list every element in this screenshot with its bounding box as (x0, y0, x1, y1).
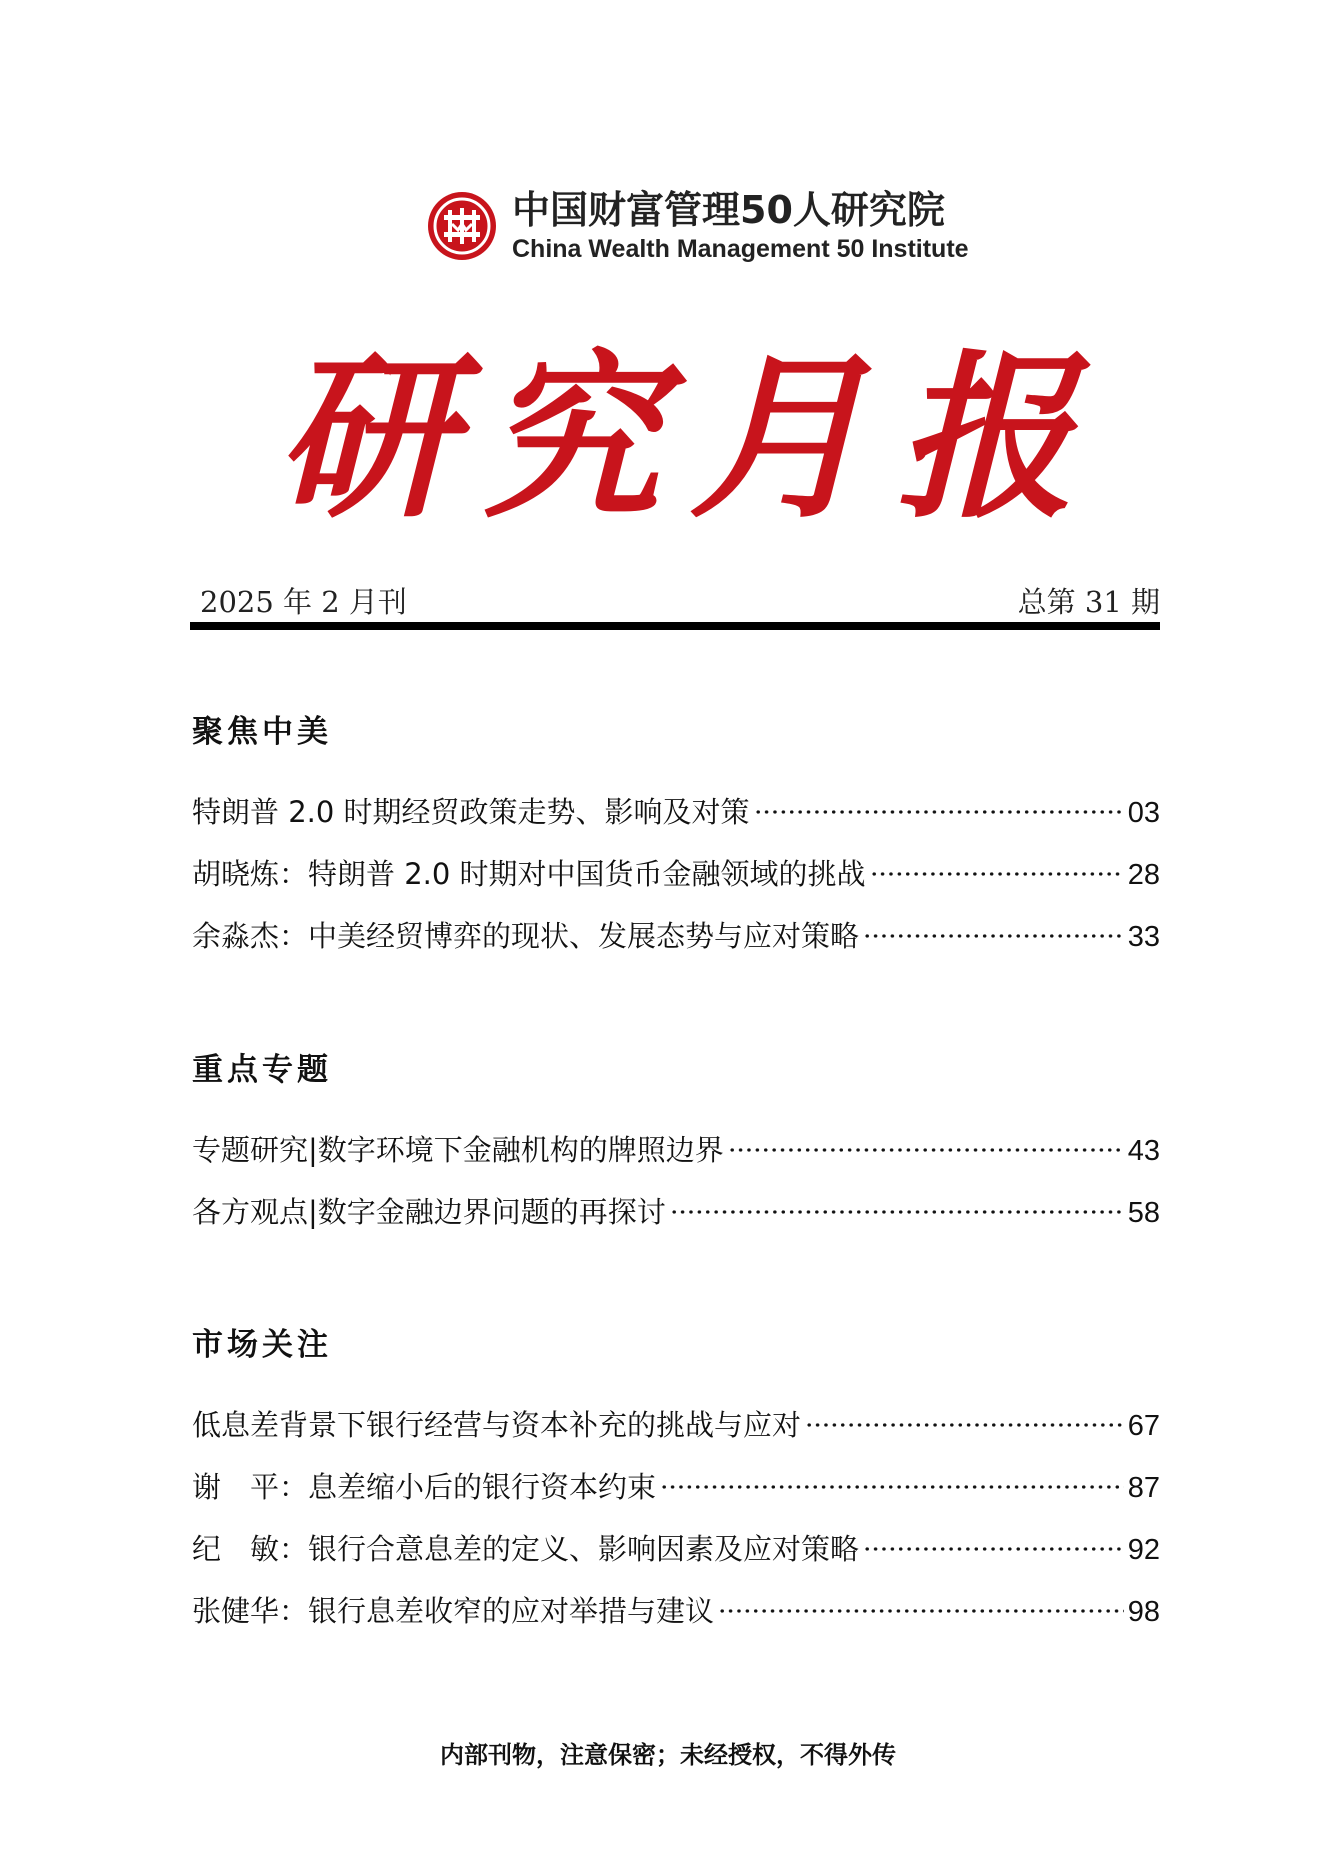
toc-entry-page: 98 (1127, 1596, 1160, 1628)
toc-section (192, 1050, 1160, 1252)
toc-entry[interactable] (192, 914, 1160, 976)
issue-date: 2025 年 2 月刊 (200, 585, 407, 619)
toc-entry[interactable] (192, 1128, 1160, 1190)
masthead-char: 月 (689, 333, 868, 542)
issue-info (200, 580, 1160, 621)
toc-entry-title: 胡晓炼：特朗普 2.0 时期对中国货币金融领域的挑战 (192, 857, 866, 891)
toc-entry-title: 纪 敏：银行合意息差的定义、影响因素及应对策略 (192, 1532, 860, 1566)
toc-leader-dots (718, 1609, 1124, 1613)
toc-entry-title: 余淼杰：中美经贸博弈的现状、发展态势与应对策略 (192, 919, 860, 953)
section-title: 聚焦中美 (192, 714, 332, 750)
toc-entry-page: 03 (1127, 797, 1160, 829)
toc-section (192, 1325, 1160, 1651)
section-title: 市场关注 (192, 1327, 332, 1363)
toc-entry-title: 各方观点|数字金融边界问题的再探讨 (192, 1195, 666, 1229)
toc-leader-dots (754, 810, 1124, 814)
org-name-cn: 中国财富管理50人研究院 (512, 188, 945, 232)
toc-leader-dots (863, 1547, 1124, 1551)
toc-entry-title: 专题研究|数字环境下金融机构的牌照边界 (192, 1133, 724, 1167)
toc-leader-dots (728, 1148, 1124, 1152)
org-name-en: China Wealth Management 50 Institute (512, 235, 969, 263)
toc-entry[interactable] (192, 1190, 1160, 1252)
institute-logo (426, 188, 969, 264)
header-rule (190, 622, 1160, 630)
issue-number: 总第 31 期 (1017, 585, 1160, 619)
toc-entry-page: 67 (1127, 1410, 1160, 1442)
toc-entry-title: 谢 平：息差缩小后的银行资本约束 (192, 1470, 657, 1504)
masthead-char: 报 (895, 333, 1074, 542)
toc-entry[interactable] (192, 1527, 1160, 1589)
toc-entry-page: 58 (1127, 1197, 1160, 1229)
toc-entry-page: 28 (1127, 859, 1160, 891)
masthead-title (270, 333, 1080, 542)
institute-emblem-icon (426, 190, 498, 262)
toc-list (192, 1128, 1160, 1252)
toc-list (192, 1403, 1160, 1651)
toc-entry-page: 43 (1127, 1135, 1160, 1167)
toc-leader-dots (870, 872, 1124, 876)
toc-entry-page: 33 (1127, 921, 1160, 953)
toc-leader-dots (660, 1485, 1124, 1489)
toc-entry[interactable] (192, 1403, 1160, 1465)
toc-entry-page: 87 (1127, 1472, 1160, 1504)
toc-entry[interactable] (192, 1465, 1160, 1527)
toc-entry[interactable] (192, 790, 1160, 852)
toc-entry-title: 特朗普 2.0 时期经贸政策走势、影响及对策 (192, 795, 750, 829)
masthead-char: 究 (482, 333, 661, 542)
toc-leader-dots (670, 1210, 1124, 1214)
toc-section (192, 712, 1160, 976)
toc-entry-page: 92 (1127, 1534, 1160, 1566)
masthead-char: 研 (276, 333, 454, 542)
toc-leader-dots (805, 1423, 1124, 1427)
toc-entry[interactable] (192, 852, 1160, 914)
toc-entry[interactable] (192, 1589, 1160, 1651)
toc-list (192, 790, 1160, 976)
toc-leader-dots (863, 934, 1124, 938)
toc-entry-title: 张健华：银行息差收窄的应对举措与建议 (192, 1594, 715, 1628)
confidentiality-notice: 内部刊物，注意保密；未经授权，不得外传 (440, 1741, 896, 1769)
section-title: 重点专题 (192, 1052, 332, 1088)
toc-entry-title: 低息差背景下银行经营与资本补充的挑战与应对 (192, 1408, 802, 1442)
